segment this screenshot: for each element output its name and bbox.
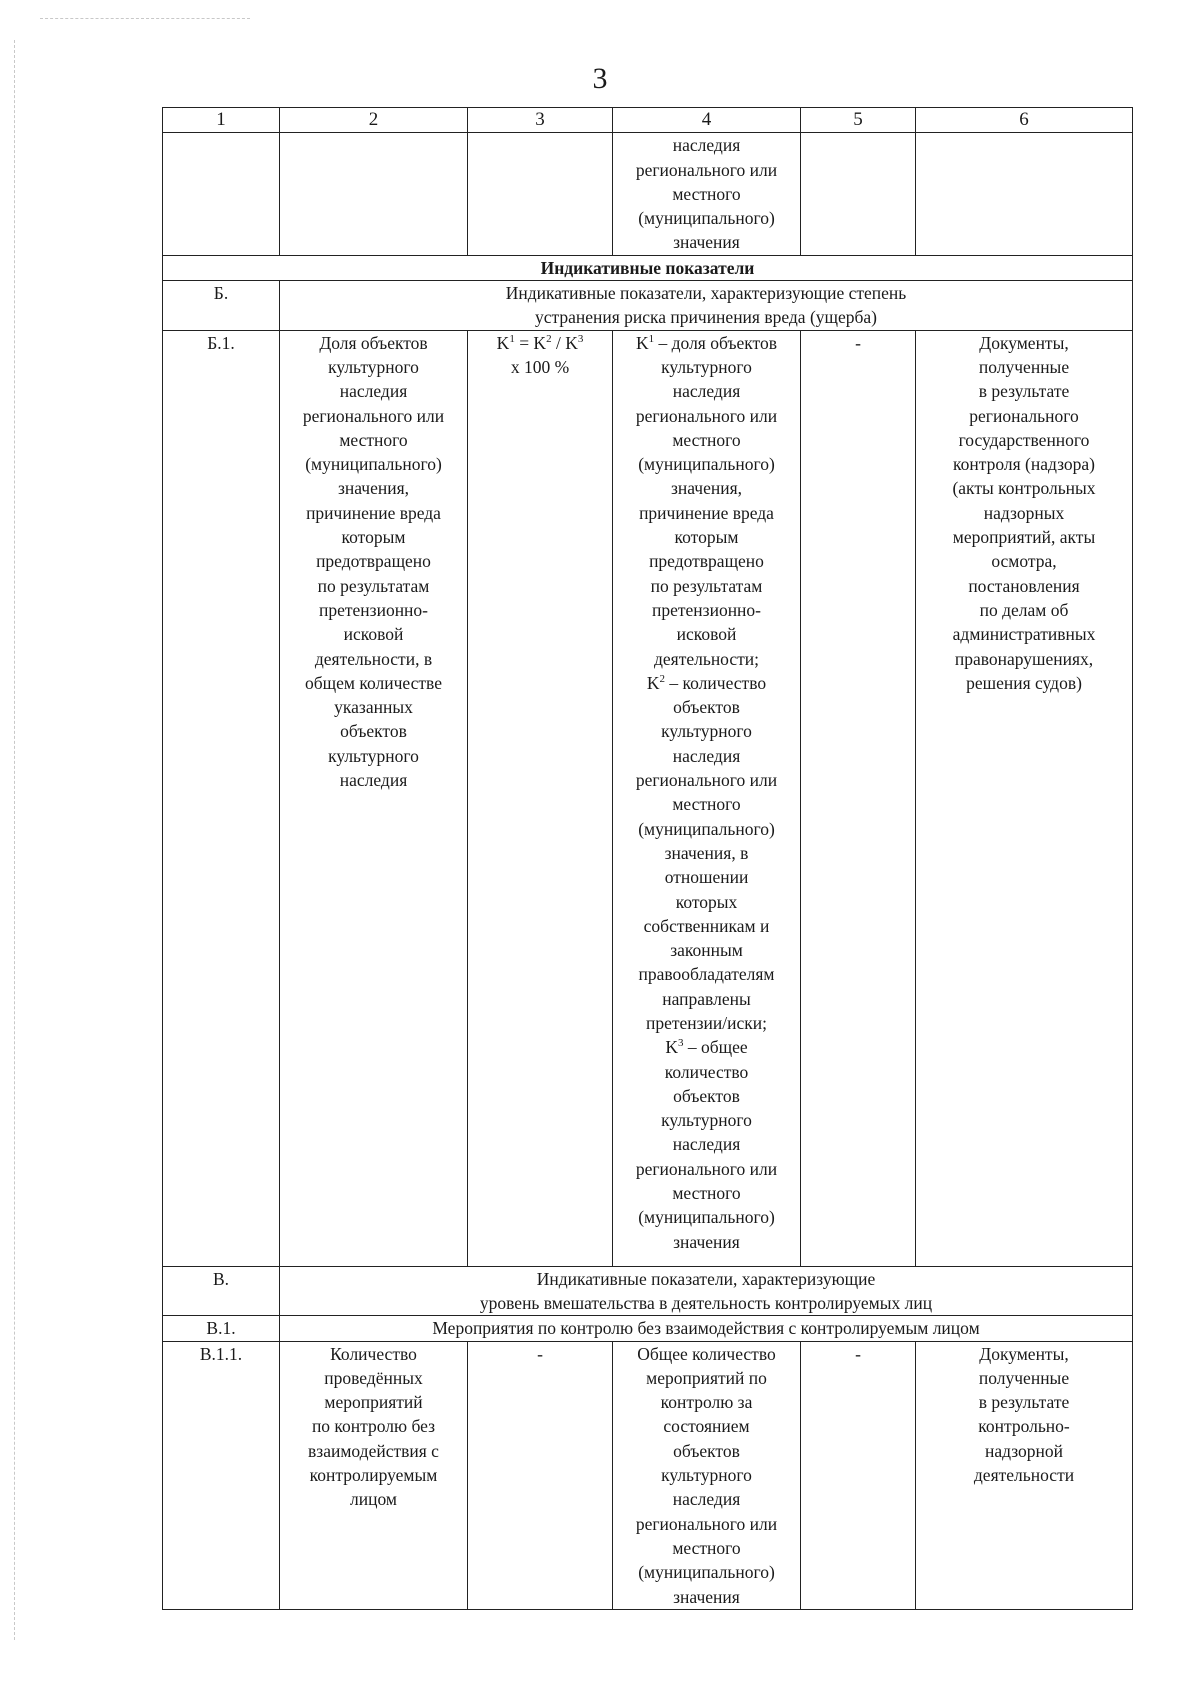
text-line: мероприятий по	[646, 1367, 767, 1388]
text-line: наследия	[672, 381, 741, 402]
text-line: (муниципального)	[638, 1207, 775, 1228]
continuation-col3	[468, 133, 613, 255]
text-line: (муниципального)	[638, 208, 775, 229]
formula-symbol: = K	[514, 332, 547, 353]
text-line: в результате	[978, 1392, 1070, 1413]
text-line: мероприятий	[324, 1392, 423, 1413]
text-line: лицом	[350, 1489, 397, 1510]
text-line: (муниципального)	[638, 454, 775, 475]
scan-edge-left	[14, 40, 15, 1640]
text-line: Количество	[330, 1343, 417, 1364]
text-line	[617, 331, 796, 355]
text-line: Документы,	[979, 332, 1069, 353]
text-line: культурного	[328, 356, 419, 377]
text-line: (муниципального)	[305, 454, 442, 475]
text-line: культурного	[661, 1465, 752, 1486]
text-line: решения судов)	[966, 672, 1082, 693]
text-line: отношении	[664, 867, 749, 888]
text-line: Общее количество	[637, 1343, 776, 1364]
row-v11-code: В.1.1.	[163, 1341, 280, 1609]
text-line: контрольно-	[978, 1416, 1070, 1437]
text-line: претензии/иски;	[645, 1012, 768, 1033]
text-line: деятельности, в	[314, 648, 433, 669]
text-line: наследия	[672, 1489, 741, 1510]
text-line: собственникам и	[643, 915, 770, 936]
text-line: культурного	[661, 721, 752, 742]
scan-edge-top	[40, 18, 250, 19]
formula-symbol: K	[646, 672, 660, 693]
text-line: регионального или	[635, 1513, 778, 1534]
text-line: значения,	[337, 478, 410, 499]
row-v11-col5: -	[801, 1341, 916, 1609]
text-fragment: – доля объектов	[658, 332, 777, 353]
page-number: 3	[592, 62, 608, 95]
row-v1-title: Мероприятия по контролю без взаимодействия с контролируемым лицом	[280, 1316, 1133, 1341]
text-line: значения	[673, 232, 740, 253]
section-indicative-row	[163, 255, 1133, 280]
text-line: наследия	[672, 745, 741, 766]
text-line: полученные	[978, 356, 1070, 377]
row-b1-formula	[468, 330, 613, 1266]
text-line: по делам об	[979, 599, 1069, 620]
text-line: Доля объектов	[319, 332, 428, 353]
text-line: указанных	[334, 697, 413, 718]
text-line: регионального или	[302, 405, 445, 426]
text-line: надзорных	[983, 502, 1065, 523]
header-cell-5: 5	[801, 108, 916, 133]
row-b1-indicator-name	[280, 330, 468, 1266]
text-line: объектов	[673, 1085, 740, 1106]
continuation-col5	[801, 133, 916, 255]
text-line: значения	[673, 1231, 740, 1252]
header-cell-2: 2	[280, 108, 468, 133]
formula-superscript: 3	[577, 332, 584, 345]
row-v11-formula: -	[468, 1341, 613, 1609]
header-cell-6: 6	[916, 108, 1133, 133]
text-line: исковой	[343, 624, 404, 645]
row-v	[163, 1266, 1133, 1316]
text-line: регионального или	[635, 1158, 778, 1179]
row-v1	[163, 1316, 1133, 1341]
text-line: местного	[672, 429, 741, 450]
text-line: постановления	[968, 575, 1080, 596]
text-line: Индикативные показатели, характеризующие	[536, 1268, 876, 1289]
text-line: государственного	[958, 429, 1090, 450]
formula-symbol: / K	[551, 332, 578, 353]
text-line: проведённых	[324, 1367, 423, 1388]
formula-superscript: 1	[648, 332, 655, 345]
text-line: предотвращено	[649, 551, 764, 572]
row-b1-code: Б.1.	[163, 330, 280, 1266]
text-line: правообладателям	[638, 964, 775, 985]
text-line: полученные	[978, 1367, 1070, 1388]
header-cell-1: 1	[163, 108, 280, 133]
row-v-title	[280, 1266, 1133, 1316]
text-line: регионального или	[635, 770, 778, 791]
text-line: причинение вреда	[639, 502, 774, 523]
row-b1-source	[916, 330, 1133, 1266]
text-line: контроля (надзора)	[953, 454, 1095, 475]
indicators-table	[162, 107, 1133, 1610]
row-v11-description	[613, 1341, 801, 1609]
text-line: культурного	[661, 1110, 752, 1131]
row-b-code: Б.	[163, 281, 280, 331]
row-v11-source	[916, 1341, 1133, 1609]
text-line: местного	[672, 794, 741, 815]
text-line: объектов	[340, 721, 407, 742]
text-line: общем количестве	[305, 672, 442, 693]
text-line: претензионно-	[319, 599, 428, 620]
continuation-col4	[613, 133, 801, 255]
text-line: местного	[672, 183, 741, 204]
text-line: которых	[675, 891, 738, 912]
text-line: наследия	[339, 770, 408, 791]
formula-symbol: K	[496, 332, 510, 353]
text-line: (муниципального)	[638, 818, 775, 839]
text-line: взаимодействия с	[308, 1440, 439, 1461]
text-line: которым	[674, 527, 739, 548]
row-b1-description	[613, 330, 801, 1266]
text-line: регионального или	[635, 405, 778, 426]
formula-symbol: K	[636, 332, 649, 353]
text-line: направлены	[662, 988, 751, 1009]
row-v-code: В.	[163, 1266, 280, 1316]
text-line: устранения риска причинения вреда (ущерба)	[534, 307, 878, 328]
text-line: которым	[341, 527, 406, 548]
header-cell-3: 3	[468, 108, 613, 133]
text-line: количество	[664, 1061, 749, 1082]
row-b-title	[280, 281, 1133, 331]
text-line: административных	[952, 624, 1096, 645]
row-v11	[163, 1341, 1133, 1609]
text-line: деятельности	[973, 1465, 1075, 1486]
text-line	[617, 1035, 796, 1059]
text-line: значения	[673, 1586, 740, 1607]
text-line: предотвращено	[316, 551, 431, 572]
row-v11-indicator-name	[280, 1341, 468, 1609]
text-line	[617, 671, 796, 695]
text-line: регионального	[969, 405, 1079, 426]
text-line: наследия	[672, 135, 741, 156]
text-fragment: – общее	[687, 1037, 748, 1058]
continuation-row	[163, 133, 1133, 255]
text-line: значения,	[670, 478, 743, 499]
text-line: культурного	[661, 356, 752, 377]
text-line: претензионно-	[652, 599, 761, 620]
text-line: причинение вреда	[306, 502, 441, 523]
text-line: уровень вмешательства в деятельность контролируемых лиц	[479, 1292, 933, 1313]
row-b	[163, 281, 1133, 331]
text-line: культурного	[328, 745, 419, 766]
row-v1-code: В.1.	[163, 1316, 280, 1341]
formula-symbol: K	[665, 1037, 678, 1058]
row-b1-col5: -	[801, 330, 916, 1266]
text-line: (акты контрольных	[952, 478, 1096, 499]
text-line: регионального или	[635, 159, 778, 180]
text-line: осмотра,	[991, 551, 1057, 572]
text-line: контролируемым	[309, 1465, 438, 1486]
text-fragment: – количество	[669, 672, 767, 693]
text-line: наследия	[672, 1134, 741, 1155]
text-line: Документы,	[979, 1343, 1069, 1364]
text-line: объектов	[673, 1440, 740, 1461]
text-line: наследия	[339, 381, 408, 402]
text-line: объектов	[673, 697, 740, 718]
text-line: законным	[670, 940, 743, 961]
text-line: значения, в	[664, 842, 749, 863]
text-line: надзорной	[984, 1440, 1064, 1461]
text-line: по контролю без	[311, 1416, 436, 1437]
continuation-col2	[280, 133, 468, 255]
text-line: состоянием	[663, 1416, 750, 1437]
text-line: мероприятий, акты	[952, 527, 1096, 548]
text-line: контролю за	[660, 1392, 753, 1413]
section-indicative-title: Индикативные показатели	[163, 255, 1133, 280]
formula-multiplier: х 100 %	[510, 356, 570, 377]
formula-superscript: 1	[509, 332, 515, 345]
text-line: по результатам	[650, 575, 763, 596]
text-line: (муниципального)	[638, 1562, 775, 1583]
header-row	[163, 108, 1133, 133]
formula-line	[472, 331, 608, 355]
header-cell-4: 4	[613, 108, 801, 133]
text-line: Индикативные показатели, характеризующие степень	[505, 283, 907, 304]
text-line: местного	[672, 1537, 741, 1558]
text-line: местного	[339, 429, 408, 450]
continuation-col1	[163, 133, 280, 255]
continuation-col6	[916, 133, 1133, 255]
text-line: правонарушениях,	[954, 648, 1094, 669]
row-b1	[163, 330, 1133, 1266]
formula-superscript: 2	[659, 673, 666, 685]
text-line: деятельности;	[653, 648, 760, 669]
text-line: по результатам	[317, 575, 430, 596]
text-line: местного	[672, 1183, 741, 1204]
formula-superscript: 3	[677, 1037, 684, 1050]
text-line: в результате	[978, 381, 1070, 402]
text-line: исковой	[676, 624, 737, 645]
formula-superscript: 2	[546, 332, 552, 345]
